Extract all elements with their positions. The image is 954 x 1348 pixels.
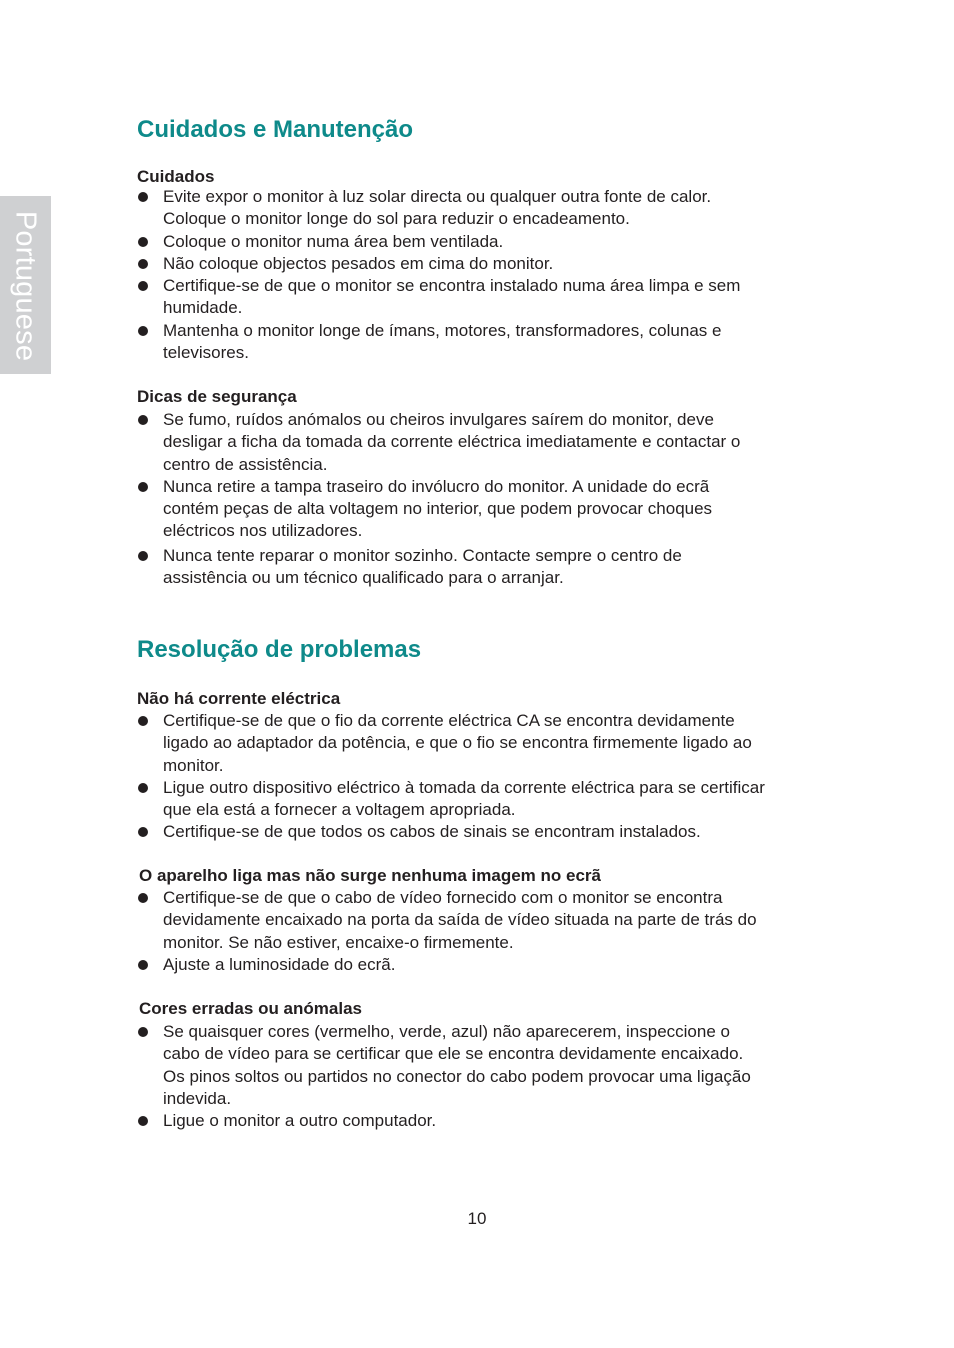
subheading-wrong-colors: Cores erradas ou anómalas: [139, 999, 362, 1018]
bullet-icon: [138, 1027, 148, 1037]
list-item: Certifique-se de que todos os cabos de sinais se encontram instalados.: [137, 821, 827, 843]
list-item: Não coloque objectos pesados em cima do monitor.: [137, 253, 827, 275]
list-item: Ligue outro dispositivo eléctrico à tomada da corrente eléctrica para se certificar que ela está a fornecer a voltagem apropriada.: [137, 777, 827, 822]
list-item: Nunca retire a tampa traseiro do invólucro do monitor. A unidade do ecrã contém peças de alta voltagem no interior, que podem provocar choques eléctricos nos utilizadores.: [137, 476, 827, 543]
subheading-no-power: Não há corrente eléctrica: [137, 689, 341, 708]
list-care: [137, 186, 827, 364]
list-safety: [137, 409, 827, 589]
bullet-icon: [138, 827, 148, 837]
bullet-icon: [138, 551, 148, 561]
subheading-safety: Dicas de segurança: [137, 387, 297, 406]
list-item: Ligue o monitor a outro computador.: [137, 1110, 827, 1132]
bullet-icon: [138, 281, 148, 291]
bullet-icon: [138, 1116, 148, 1126]
bullet-icon: [138, 482, 148, 492]
list-item: Se fumo, ruídos anómalos ou cheiros invulgares saírem do monitor, deve desligar a ficha da tomada da corrente eléctrica imediatamente e contactar o centro de assistência.: [137, 409, 827, 476]
list-item: Coloque o monitor numa área bem ventilada.: [137, 231, 827, 253]
bullet-icon: [138, 237, 148, 247]
list-item: Nunca tente reparar o monitor sozinho. Contacte sempre o centro de assistência ou um técnico qualificado para o arranjar.: [137, 545, 827, 590]
bullet-icon: [138, 960, 148, 970]
list-item: Certifique-se de que o monitor se encontra instalado numa área limpa e sem humidade.: [137, 275, 827, 320]
list-item: Certifique-se de que o fio da corrente eléctrica CA se encontra devidamente ligado ao adaptador da potência, e que o fio se encontra firmemente ligado ao monitor.: [137, 710, 827, 777]
page-number: 10: [467, 1209, 487, 1228]
subheading-no-image: O aparelho liga mas não surge nenhuma imagem no ecrã: [139, 866, 601, 885]
bullet-icon: [138, 192, 148, 202]
list-no-image: [137, 887, 827, 976]
bullet-icon: [138, 893, 148, 903]
bullet-icon: [138, 326, 148, 336]
list-item: Evite expor o monitor à luz solar directa ou qualquer outra fonte de calor. Coloque o monitor longe do sol para reduzir o encadeamento.: [137, 186, 827, 231]
bullet-icon: [138, 259, 148, 269]
list-no-power: [137, 710, 827, 844]
section-title-care: Cuidados e Manutenção: [137, 116, 414, 143]
subheading-care: Cuidados: [137, 167, 215, 186]
language-side-tab-label: Portuguese: [9, 210, 42, 362]
bullet-icon: [138, 783, 148, 793]
list-item: Mantenha o monitor longe de ímans, motores, transformadores, colunas e televisores.: [137, 320, 827, 365]
list-wrong-colors: [137, 1021, 827, 1132]
section-title-troubleshooting: Resolução de problemas: [137, 636, 422, 663]
list-item: Certifique-se de que o cabo de vídeo fornecido com o monitor se encontra devidamente encaixado na porta da saída de vídeo situada na parte de trás do monitor. Se não estiver, encaixe-o firmemente.: [137, 887, 827, 954]
bullet-icon: [138, 716, 148, 726]
list-item: Ajuste a luminosidade do ecrã.: [137, 954, 827, 976]
list-item: Se quaisquer cores (vermelho, verde, azul) não aparecerem, inspeccione o cabo de vídeo para se certificar que ele se encontra devidamente encaixado. Os pinos soltos ou partidos no conector do cabo podem provocar uma ligação indevida.: [137, 1021, 827, 1110]
bullet-icon: [138, 415, 148, 425]
